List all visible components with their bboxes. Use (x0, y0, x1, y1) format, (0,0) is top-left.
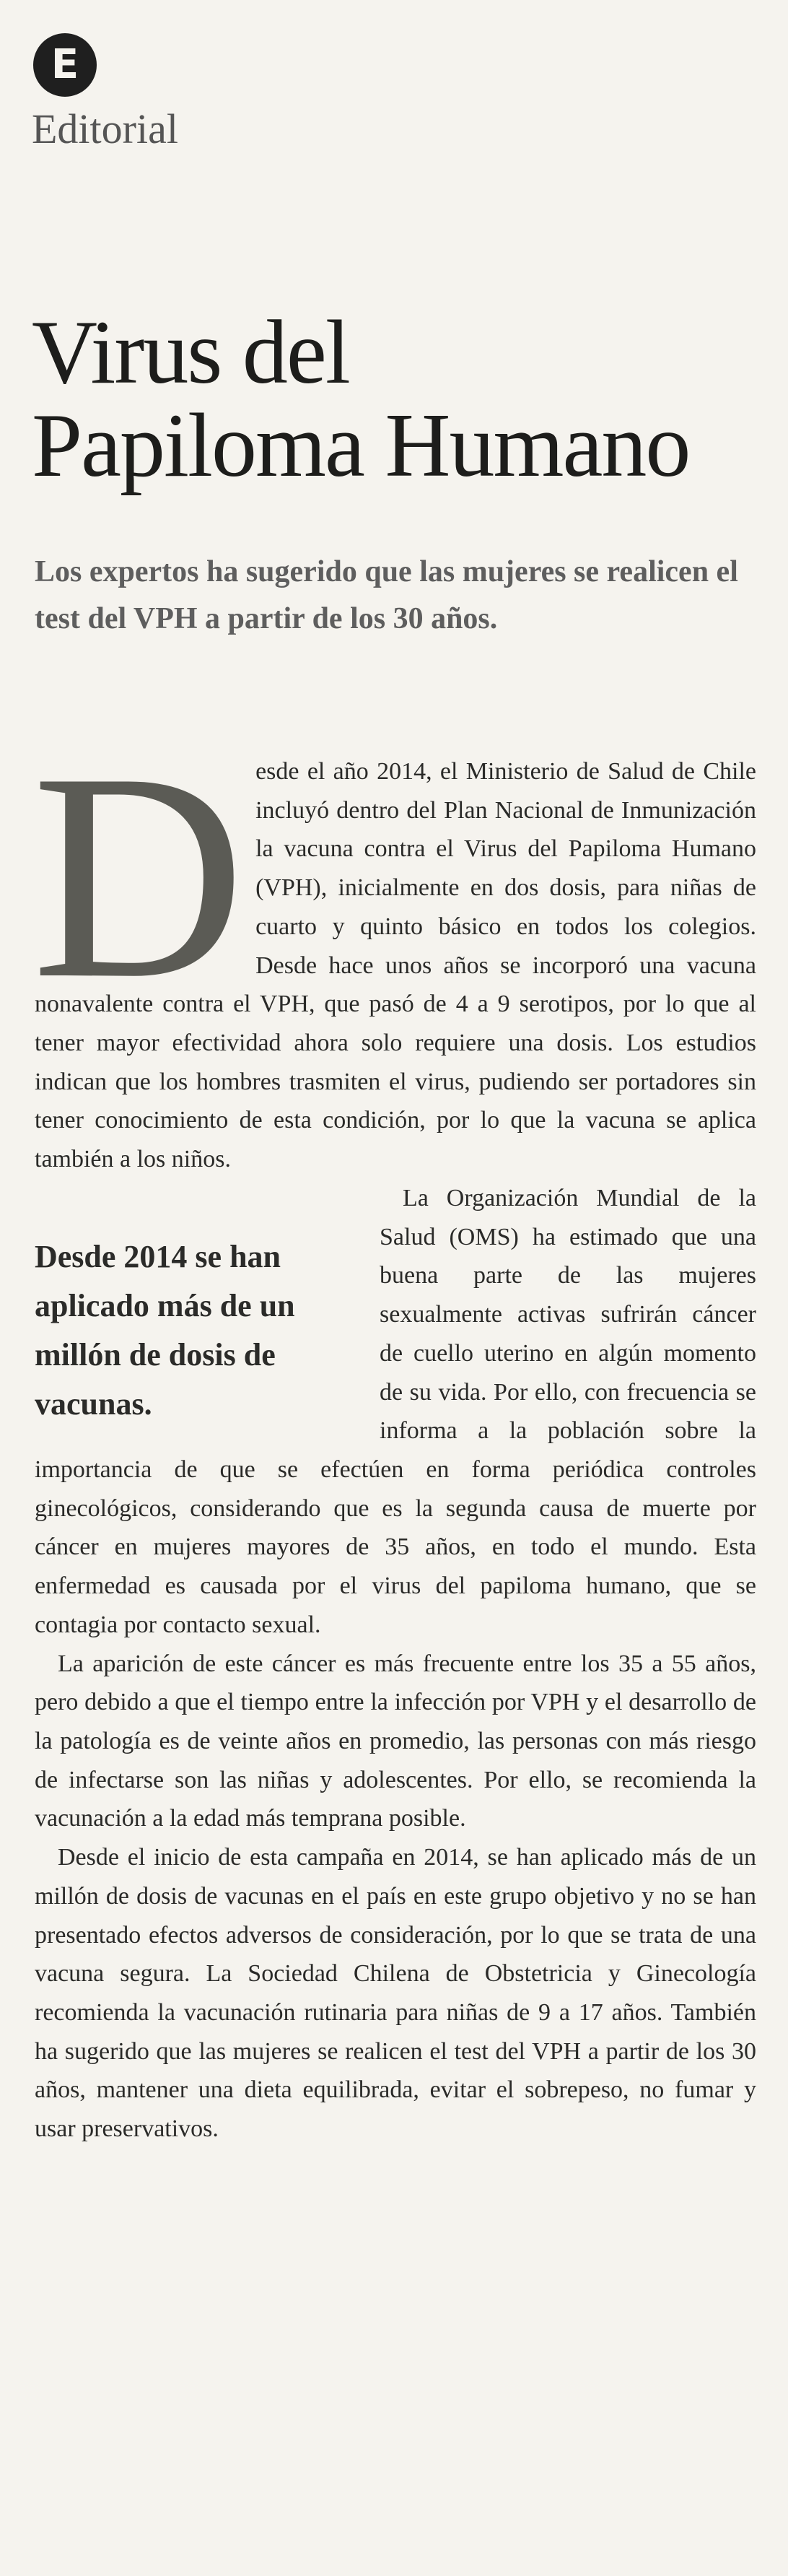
article-dek: Los expertos ha sugerido que las mujeres se realicen el test del VPH a partir de los 30 años. (35, 555, 738, 636)
pull-quote: Desde 2014 se han aplicado más de un millón de dosis de vacunas. (35, 1238, 295, 1422)
article-headline (32, 303, 761, 496)
paragraph-3: La aparición de este cáncer es más frecuente entre los 35 a 55 años, pero debido a que el tiempo entre la infección por VPH y el desarrollo de la patología es de veinte años en promedio, las personas con más riesgo de infectarse son las niñas y adolescentes. Por ello, se recomienda la vacunación a la edad más temprana posible. (35, 1650, 756, 1832)
section-badge-letter: E (51, 41, 79, 88)
headline-line-1: Virus del (32, 303, 349, 403)
headline-line-2: Papiloma Humano (32, 395, 690, 496)
drop-cap: D (32, 712, 246, 1040)
section-badge (33, 33, 97, 97)
paragraph-4: Desde el inicio de esta campaña en 2014, se han aplicado más de un millón de dosis de vacunas en el país en este grupo objetivo y no se han presentado efectos adversos de consideración, por lo que se trata de una vacuna segura. La Sociedad Chilena de Obstetricia y Ginecología recomienda la vacunación rutinaria para niñas de 9 a 17 años. También ha sugerido que las mujeres se realicen el test del VPH a partir de los 30 años, mantener una dieta equilibrada, evitar el sobrepeso, no fumar y usar preservativos. (35, 1844, 756, 2143)
paragraph-2: La Organización Mundial de la Salud (OMS) ha estimado que una buena parte de las mujeres sexualmente activas sufrirán cáncer de cuello uterino en algún momento de su vida. Por ello, con frecuencia se informa a la población sobre la importancia de que se efectúen en forma periódica controles ginecológicos, considerando que es la segunda causa de muerte por cáncer en mujeres mayores de 35 años, en todo el mundo. Esta enfermedad es causada por el virus del papiloma humano, que se contagia por contacto sexual. (35, 1184, 756, 1638)
section-label: Editorial (32, 105, 178, 152)
paragraph-1: esde el año 2014, el Ministerio de Salud de Chile incluyó dentro del Plan Nacional de Inmunización la vacuna contra el Virus del Papiloma Humano (VPH), inicialmente en dos dosis, para niñas de cuarto y quinto básico en todos los colegios. Desde hace unos años se incorporó una vacuna nonavalente contra el VPH, que pasó de 4 a 9 serotipos, por lo que al tener mayor efectividad ahora solo requiere una dosis. Los estudios indican que los hombres trasmiten el virus, pudiendo ser portadores sin tener conocimiento de esta condición, por lo que la vacuna se aplica también a los niños. (35, 758, 756, 1173)
article-body (32, 712, 756, 2149)
